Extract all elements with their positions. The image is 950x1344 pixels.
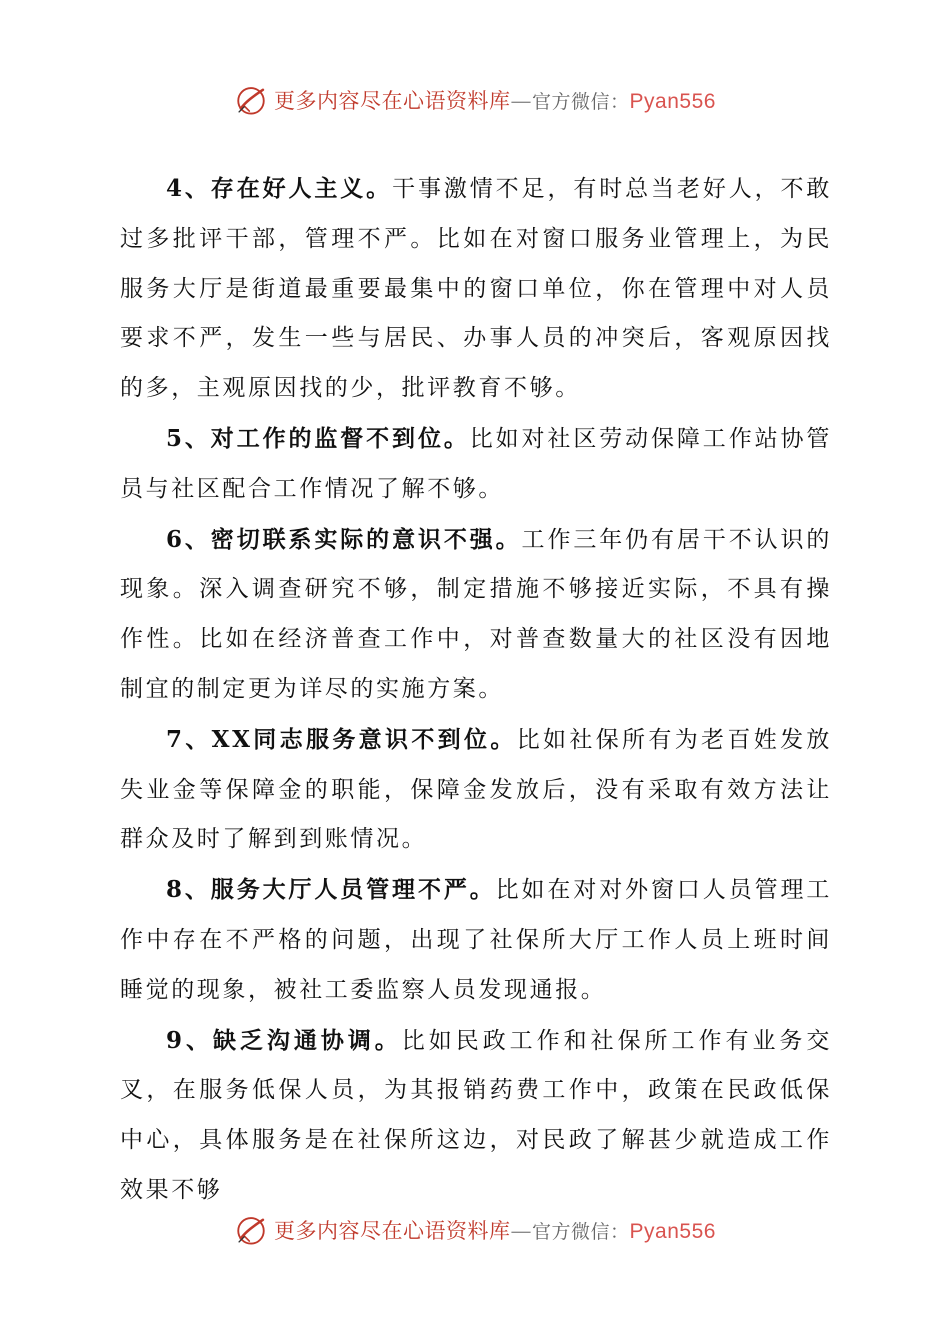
paragraph-text: 比如对社区劳动保障工作站协管员与社区配合工作情况了解不够。 bbox=[120, 425, 832, 502]
paragraph-heading: 6、密切联系实际的意识不强。 bbox=[166, 525, 522, 553]
banner-text bbox=[274, 85, 716, 115]
paragraph-5 bbox=[120, 414, 832, 515]
paragraph-text: 干事激情不足，有时总当老好人，不敢过多批评干部，管理不严。比如在对窗口服务业管理上，为民服务大厅是街道最重要最集中的窗口单位，你在管理中对人员要求不严，发生一些与居民、办事人员的冲突后，客观原因找的多，主观原因找的少，批评教育不够。 bbox=[120, 176, 833, 402]
document-body bbox=[120, 164, 832, 1216]
pen-logo-icon bbox=[234, 83, 268, 117]
banner-dash: — bbox=[510, 89, 533, 113]
pen-logo-icon bbox=[234, 1213, 268, 1247]
paragraph-text: 工作三年仍有居干不认识的现象。深入调查研究不够，制定措施不够接近实际，不具有操作性。比如在经济普查工作中，对普查数量大的社区没有因地制宜的制定更为详尽的实施方案。 bbox=[120, 526, 832, 702]
paragraph-7 bbox=[120, 715, 832, 865]
banner-wechat-label: 官方微信： bbox=[532, 1221, 630, 1243]
paragraph-heading: 9、缺乏沟通协调。 bbox=[166, 1026, 402, 1054]
paragraph-8 bbox=[120, 865, 832, 1015]
banner-wechat-id: Pyan556 bbox=[629, 1220, 716, 1243]
banner-text bbox=[274, 1215, 716, 1245]
paragraph-text: 比如民政工作和社保所工作有业务交叉，在服务低保人员，为其报销药费工作中，政策在民政低保中心，具体服务是在社保所这边，对民政了解甚少就造成工作效果不够 bbox=[120, 1027, 832, 1203]
banner-wechat-id: Pyan556 bbox=[629, 90, 716, 113]
paragraph-9 bbox=[120, 1016, 832, 1216]
banner-site: 更多内容尽在心语资料库 bbox=[274, 1219, 511, 1243]
paragraph-heading: 7、XX同志服务意识不到位。 bbox=[166, 725, 517, 753]
footer-banner bbox=[0, 1210, 950, 1250]
banner-wechat-label: 官方微信： bbox=[532, 91, 630, 113]
paragraph-4 bbox=[120, 164, 832, 414]
paragraph-heading: 5、对工作的监督不到位。 bbox=[166, 424, 470, 452]
paragraph-6 bbox=[120, 515, 832, 715]
paragraph-heading: 8、服务大厅人员管理不严。 bbox=[166, 876, 496, 904]
banner-site: 更多内容尽在心语资料库 bbox=[274, 89, 511, 113]
paragraph-text: 比如在对对外窗口人员管理工作中存在不严格的问题，出现了社保所大厅工作人员上班时间睡觉的现象，被社工委监察人员发现通报。 bbox=[120, 877, 832, 1003]
paragraph-text: 比如社保所有为老百姓发放失业金等保障金的职能，保障金发放后，没有采取有效方法让群众及时了解到到账情况。 bbox=[120, 726, 833, 853]
header-banner bbox=[0, 80, 950, 120]
banner-dash: — bbox=[510, 1219, 533, 1243]
paragraph-heading: 4、存在好人主义。 bbox=[166, 175, 393, 202]
